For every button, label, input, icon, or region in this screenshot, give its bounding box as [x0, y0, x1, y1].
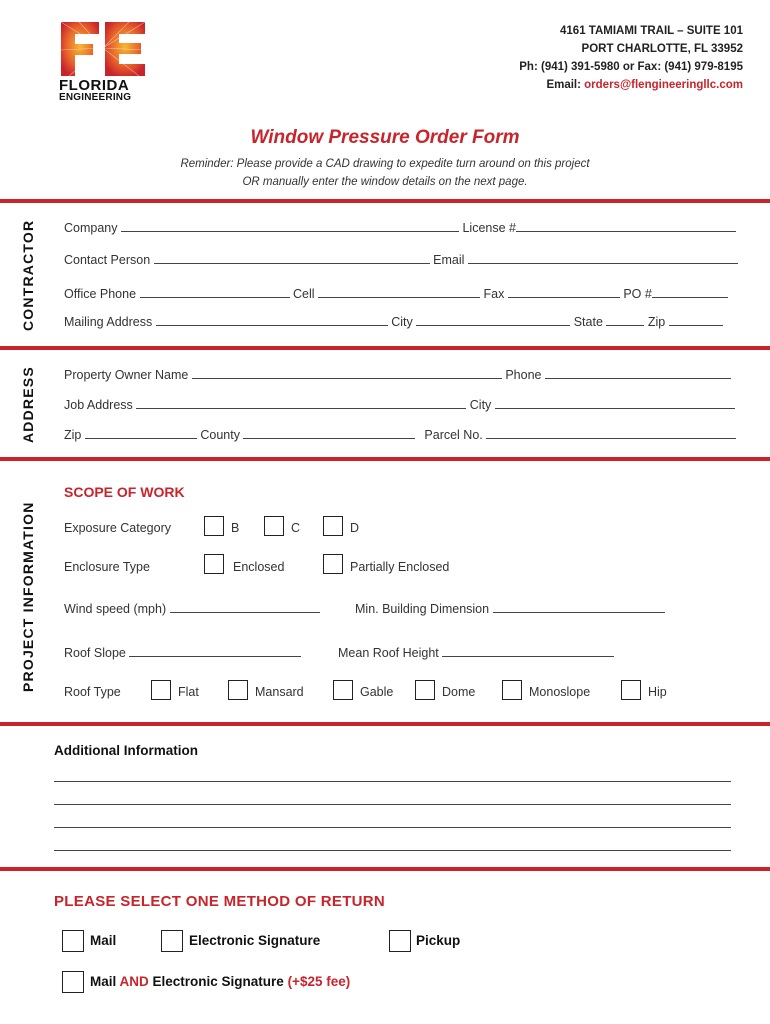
roof-slope-label: Roof Slope: [64, 646, 126, 660]
roof-monoslope-checkbox[interactable]: [502, 680, 522, 700]
min-building-label: Min. Building Dimension: [355, 602, 490, 616]
return-esign-label: Electronic Signature: [189, 933, 321, 948]
license-label: License #: [462, 221, 516, 235]
mean-roof-height-label: Mean Roof Height: [338, 646, 439, 660]
return-pickup-checkbox[interactable]: [389, 930, 411, 952]
partially-enclosed-label: Partially Enclosed: [350, 560, 450, 574]
owner-phone-label: Phone: [505, 368, 542, 382]
min-building-field[interactable]: [493, 601, 665, 613]
address-line-1: 4161 TAMIAMI TRAIL – SUITE 101: [560, 25, 743, 37]
combo-fee-text: (+$25 fee): [287, 974, 351, 989]
cell-field[interactable]: [318, 286, 480, 298]
reminder-line-2: OR manually enter the window details on the next page.: [242, 176, 528, 188]
mailing-address-field[interactable]: [156, 314, 388, 326]
job-address-row: [64, 397, 735, 412]
roof-type-label: Roof Type: [64, 685, 121, 699]
exposure-d-label: D: [350, 521, 360, 535]
section-divider: [0, 867, 770, 871]
parcel-label: Parcel No.: [424, 428, 483, 442]
section-divider: [0, 457, 770, 461]
email-line: [519, 76, 743, 94]
additional-info-line[interactable]: [54, 781, 731, 782]
additional-info-line[interactable]: [54, 827, 731, 828]
mean-roof-height-field[interactable]: [442, 645, 614, 657]
roof-dome-checkbox[interactable]: [415, 680, 435, 700]
combo-and-text: AND: [119, 974, 149, 989]
contractor-section-label: CONTRACTOR: [20, 219, 36, 331]
property-owner-field[interactable]: [192, 367, 502, 379]
additional-information-heading: Additional Information: [54, 743, 198, 758]
cell-label: Cell: [293, 287, 315, 301]
additional-info-line[interactable]: [54, 804, 731, 805]
enclosed-checkbox[interactable]: [204, 554, 224, 574]
office-phone-label: Office Phone: [64, 287, 137, 301]
fax-label: Fax: [483, 287, 505, 301]
job-zip-label: Zip: [64, 428, 82, 442]
additional-info-line[interactable]: [54, 850, 731, 851]
office-phone-field[interactable]: [140, 286, 290, 298]
contractor-email-label: Email: [433, 253, 465, 267]
roof-flat-label: Flat: [178, 685, 199, 699]
return-mail-and-esign-label: [90, 974, 350, 989]
contact-person-label: Contact Person: [64, 253, 151, 267]
return-mail-and-esign-checkbox[interactable]: [62, 971, 84, 993]
return-esign-checkbox[interactable]: [161, 930, 183, 952]
parcel-field[interactable]: [486, 427, 736, 439]
contractor-email-field[interactable]: [468, 252, 738, 264]
logo-line-1: FLORIDA: [59, 77, 130, 94]
roof-gable-checkbox[interactable]: [333, 680, 353, 700]
address-line-2: PORT CHARLOTTE, FL 33952: [581, 43, 743, 55]
county-label: County: [200, 428, 240, 442]
exposure-b-label: B: [231, 521, 240, 535]
email-label: Email:: [546, 79, 585, 91]
parcel-row: [64, 427, 736, 442]
roof-mansard-checkbox[interactable]: [228, 680, 248, 700]
mailing-row: [64, 314, 723, 329]
wind-speed-label: Wind speed (mph): [64, 602, 167, 616]
enclosed-label: Enclosed: [233, 560, 285, 574]
wind-speed-field[interactable]: [170, 601, 320, 613]
roof-monoslope-label: Monoslope: [529, 685, 591, 699]
job-address-label: Job Address: [64, 398, 133, 412]
owner-phone-field[interactable]: [545, 367, 731, 379]
wind-speed-row: [64, 601, 320, 616]
exposure-c-checkbox[interactable]: [264, 516, 284, 536]
return-pickup-label: Pickup: [416, 933, 461, 948]
county-field[interactable]: [243, 427, 415, 439]
owner-row: [64, 367, 731, 382]
address-section-label: ADDRESS: [20, 366, 36, 443]
section-divider: [0, 722, 770, 726]
roof-gable-label: Gable: [360, 685, 394, 699]
min-building-row: [355, 601, 665, 616]
roof-slope-field[interactable]: [129, 645, 301, 657]
state-field[interactable]: [606, 314, 644, 326]
contact-row: [64, 252, 738, 267]
form-title: Window Pressure Order Form: [250, 127, 520, 148]
phone-fax-line: Ph: (941) 391-5980 or Fax: (941) 979-8195: [519, 61, 743, 73]
enclosure-type-label: Enclosure Type: [64, 560, 150, 574]
po-field[interactable]: [652, 286, 728, 298]
florida-engineering-logo: [59, 20, 147, 78]
po-label: PO #: [623, 287, 652, 301]
project-section-label: PROJECT INFORMATION: [20, 501, 36, 692]
property-owner-label: Property Owner Name: [64, 368, 189, 382]
logo-line-2: ENGINEERING: [59, 92, 132, 103]
roof-dome-label: Dome: [442, 685, 476, 699]
license-field[interactable]: [516, 220, 736, 232]
state-label: State: [573, 315, 603, 329]
section-divider: [0, 346, 770, 350]
roof-hip-label: Hip: [648, 685, 667, 699]
contractor-city-label: City: [391, 315, 413, 329]
mean-roof-height-row: [338, 645, 614, 660]
combo-mail-text: Mail: [90, 974, 120, 989]
phone-row: [64, 286, 728, 301]
scope-of-work-heading: SCOPE OF WORK: [64, 484, 185, 500]
email-link[interactable]: orders@flengineeringllc.com: [584, 79, 743, 91]
exposure-d-checkbox[interactable]: [323, 516, 343, 536]
company-address-block: [519, 22, 743, 94]
logo-wordmark: [59, 77, 159, 104]
roof-mansard-label: Mansard: [255, 685, 304, 699]
return-mail-checkbox[interactable]: [62, 930, 84, 952]
job-zip-field[interactable]: [85, 427, 197, 439]
combo-esign-text: Electronic Signature: [148, 974, 288, 989]
job-city-label: City: [469, 398, 492, 412]
roof-slope-row: [64, 645, 301, 660]
contractor-city-field[interactable]: [416, 314, 570, 326]
job-address-field[interactable]: [136, 397, 466, 409]
section-divider: [0, 199, 770, 203]
exposure-category-label: Exposure Category: [64, 521, 172, 535]
roof-hip-checkbox[interactable]: [621, 680, 641, 700]
contractor-zip-label: Zip: [647, 315, 666, 329]
exposure-b-checkbox[interactable]: [204, 516, 224, 536]
company-field[interactable]: [121, 220, 459, 232]
return-method-heading: PLEASE SELECT ONE METHOD OF RETURN: [54, 893, 386, 910]
reminder-line-1: Reminder: Please provide a CAD drawing to expedite turn around on this project: [180, 158, 590, 170]
mailing-address-label: Mailing Address: [64, 315, 153, 329]
contractor-zip-field[interactable]: [669, 314, 723, 326]
contact-person-field[interactable]: [154, 252, 430, 264]
roof-flat-checkbox[interactable]: [151, 680, 171, 700]
fax-field[interactable]: [508, 286, 620, 298]
company-label: Company: [64, 221, 118, 235]
exposure-c-label: C: [291, 521, 301, 535]
company-row: [64, 220, 736, 235]
reminder-text: [0, 155, 770, 191]
job-city-field[interactable]: [495, 397, 735, 409]
partially-enclosed-checkbox[interactable]: [323, 554, 343, 574]
return-mail-label: Mail: [90, 933, 117, 948]
